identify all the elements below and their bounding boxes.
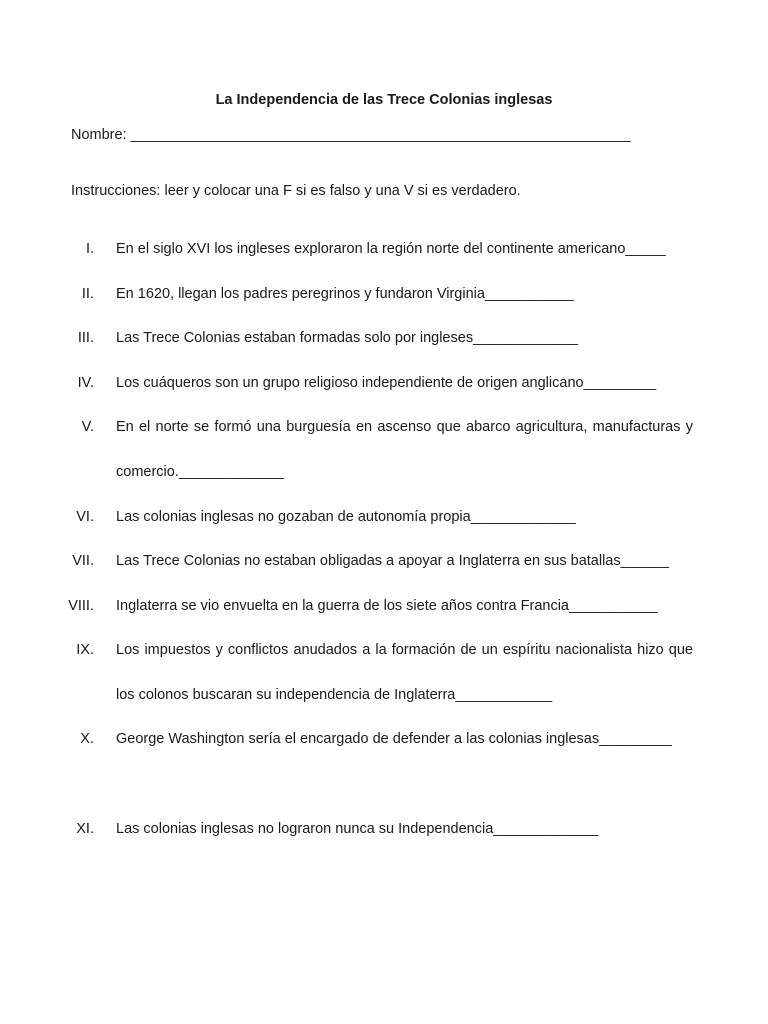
question-text[interactable]: Las colonias inglesas no gozaban de autonomía propia_____________ [116,509,576,525]
instructions-text: Instrucciones: leer y colocar una F si es falso y una V si es verdadero. [71,183,521,199]
question-text[interactable]: En 1620, llegan los padres peregrinos y fundaron Virginia___________ [116,286,574,302]
question-numeral: V. [81,419,94,435]
question-numeral: X. [80,731,94,747]
question-item [0,597,768,615]
question-item [0,508,768,526]
question-numeral: VIII. [68,598,94,614]
question-item [0,374,768,392]
question-item [0,418,768,480]
question-text[interactable]: Las Trece Colonias no estaban obligadas a apoyar a Inglaterra en sus batallas______ [116,553,669,569]
question-text[interactable]: En el siglo XVI los ingleses exploraron la región norte del continente americano_____ [116,241,666,257]
question-text[interactable]: Inglaterra se vio envuelta en la guerra de los siete años contra Francia___________ [116,598,658,614]
question-text[interactable]: Los cuáqueros son un grupo religioso independiente de origen anglicano_________ [116,375,657,391]
question-text[interactable]: George Washington sería el encargado de defender a las colonias inglesas_________ [116,731,672,747]
question-item [0,285,768,303]
question-item [0,552,768,570]
question-item [0,240,768,258]
question-item [0,329,768,347]
question-text[interactable]: En el norte se formó una burguesía en ascenso que abarco agricultura, manufacturas y comercio._____________ [116,419,693,480]
question-numeral: III. [77,330,94,346]
question-numeral: IV. [77,375,94,391]
question-numeral: II. [81,286,94,302]
question-text[interactable]: Los impuestos y conflictos anudados a la formación de un espíritu nacionalista hizo que los colonos buscaran su independencia de Inglaterra____________ [116,642,693,703]
question-numeral: IX. [76,642,94,658]
question-numeral: XI. [76,821,94,837]
page-title: La Independencia de las Trece Colonias inglesas [215,92,553,108]
question-numeral: VI. [76,509,94,525]
question-text[interactable]: Las Trece Colonias estaban formadas solo por ingleses_____________ [116,330,578,346]
name-field[interactable]: Nombre: ______________________________________________________________ [71,127,631,143]
question-text[interactable]: Las colonias inglesas no lograron nunca su Independencia_____________ [116,821,599,837]
question-item [0,820,768,838]
question-item [0,641,768,703]
question-item [0,730,768,748]
question-numeral: I. [85,241,94,257]
question-numeral: VII. [72,553,94,569]
